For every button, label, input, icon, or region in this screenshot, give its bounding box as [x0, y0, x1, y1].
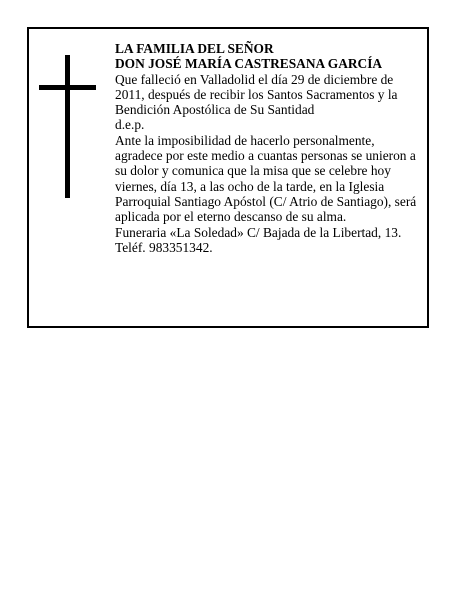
funeral-home: Funeraria «La Soledad» C/ Bajada de la Libertad, 13.	[115, 224, 402, 240]
obituary-notice	[27, 27, 429, 328]
mass-announcement: Ante la imposibilidad de hacerlo personalmente, agradece por este medio a cuantas personas se unieron a su dolor y comunica que la misa que se celebre hoy viernes, día 13, a las ocho de la tarde, en la Iglesia Parroquial Santiago Apóstol (C/ Atrio de Santiago), será aplicada por el eterno descanso de su alma.	[115, 132, 417, 225]
notice-text	[115, 41, 425, 255]
cross-vertical-bar	[65, 55, 70, 198]
phone-number: Teléf. 983351342.	[115, 239, 213, 255]
heading-deceased-name: DON JOSÉ MARÍA CASTRESANA GARCÍA	[115, 56, 383, 72]
cross-icon	[29, 29, 119, 209]
dep-text: d.e.p.	[115, 117, 145, 133]
death-announcement: Que falleció en Valladolid el día 29 de diciembre de 2011, después de recibir los Santos Sacramentos y la Bendición Apostólica de Su Santidad	[115, 71, 398, 118]
heading-family: LA FAMILIA DEL SEÑOR	[115, 41, 274, 56]
cross-horizontal-bar	[39, 85, 96, 90]
